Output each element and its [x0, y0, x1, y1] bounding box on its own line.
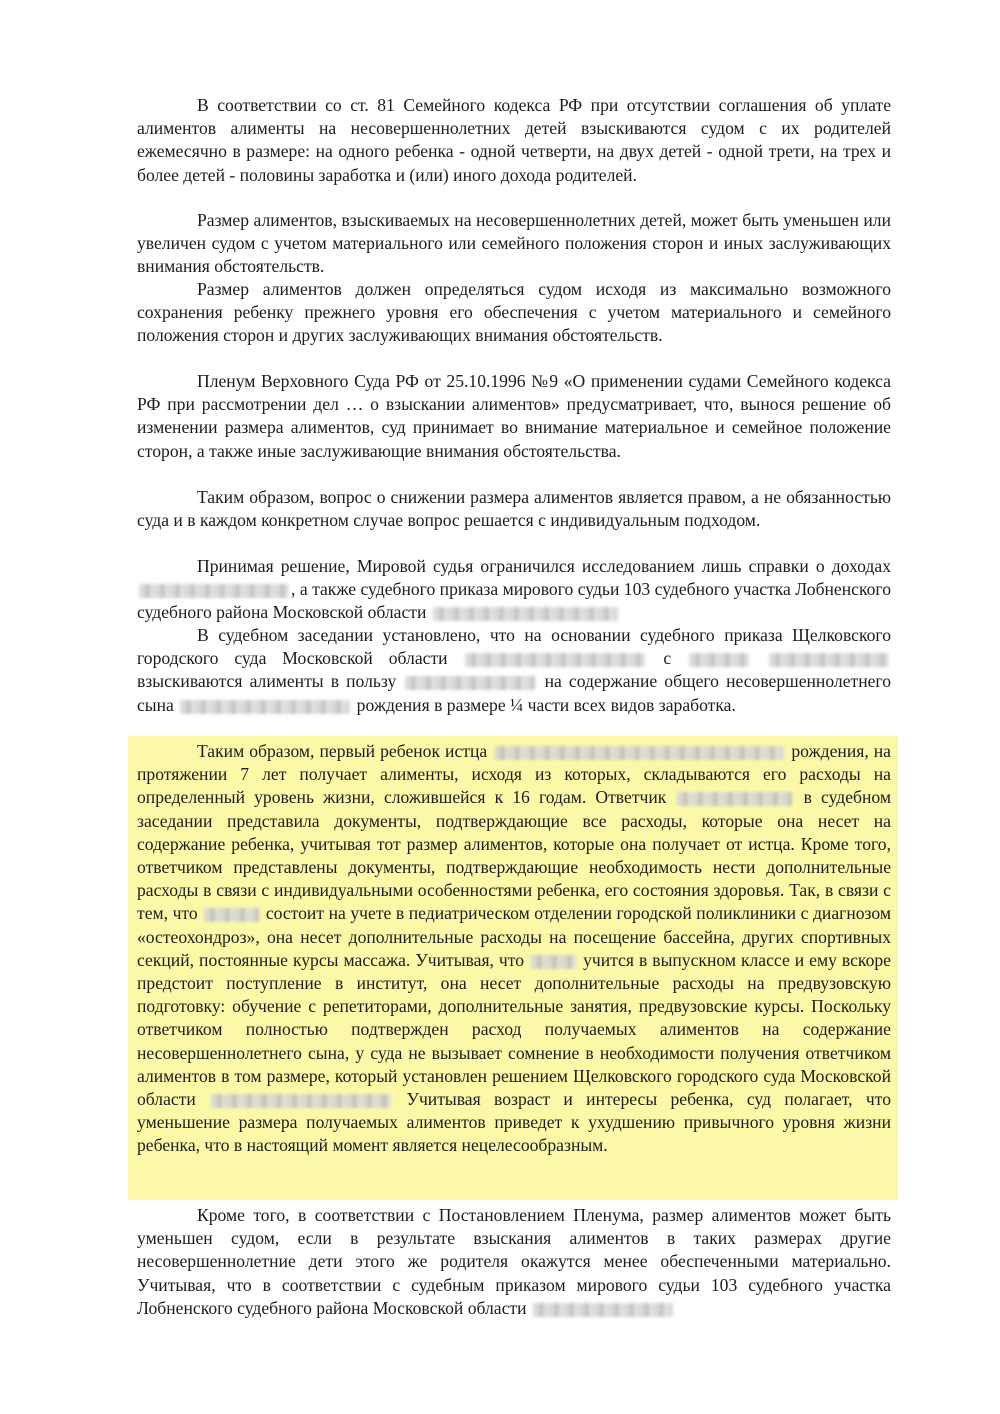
redacted-text — [139, 584, 289, 598]
paragraph-conclusion — [137, 486, 891, 532]
paragraph-text: Принимая решение, Мировой судья ограничился исследованием лишь справки о доходах — [197, 556, 891, 576]
paragraph-text: В соответствии со ст. 81 Семейного кодекса РФ при отсутствии соглашения об уплате алиментов алименты на несовершеннолетних детей взыскиваются судом с их родителей ежемесячно в размере: на одного ребенка - одной четверти, на двух детей - одной трети, на трех и более детей - половины заработка и (или) иного дохода родителей. — [137, 95, 891, 185]
paragraph-text: в судебном заседании представила документы, подтверждающие все расходы, которые она несет на содержание ребенка, учитывая тот размер алиментов, которые она получает от истца. Кроме того, ответчиком представлены документы, подтверждающие необходимость нести дополнительные расходы в связи с индивидуальными особенностями ребенка, его состояния здоровья. Так, в связи с тем, что — [137, 787, 891, 924]
redacted-text — [180, 700, 350, 714]
paragraph-text: В судебном заседании установлено, что на основании судебного приказа Щелковского городского суда Московской области — [137, 625, 891, 669]
paragraph-text: состоит на учете в педиатрическом отделении городской поликлиники с диагнозом «остеохондроз», она несет дополнительные расходы на посещение бассейна, других спортивных секций, постоянные курсы массажа. Учитывая, что — [137, 903, 891, 970]
paragraph-text: Размер алиментов, взыскиваемых на несовершеннолетних детей, может быть уменьшен или увеличен судом с учетом материального или семейного положения сторон и иных заслуживающих внимания обстоятельств. — [137, 210, 891, 277]
paragraph-text: Пленум Верховного Суда РФ от 25.10.1996 №9 «О применении судами Семейного кодекса РФ при рассмотрении дел … о взыскании алиментов» предусматривает, что, вынося решение об изменении размера алиментов, суд принимает во внимание материальное и семейное положение сторон, а также иные заслуживающие внимания обстоятельства. — [137, 371, 891, 461]
paragraph-plenum — [137, 370, 891, 463]
paragraph-text: Таким образом, вопрос о снижении размера алиментов является правом, а не обязанностью суда и в каждом конкретном случае вопрос решается с индивидуальным подходом. — [137, 487, 891, 531]
paragraph-alimony-change — [137, 209, 891, 279]
paragraph-text: Таким образом, первый ребенок истца — [197, 741, 488, 761]
paragraph-text: рождения в размере ¼ части всех видов заработка. — [356, 694, 736, 715]
redacted-text — [533, 1303, 673, 1317]
redacted-text — [405, 676, 535, 690]
redacted-text — [677, 792, 792, 806]
redacted-text — [433, 607, 618, 621]
paragraph-text: Размер алиментов должен определяться судом исходя из максимально возможного сохранения ребенку прежнего уровня его обеспечения с учетом материального и семейного положения сторон и других заслуживающих внимания обстоятельств. — [137, 279, 891, 346]
redacted-text — [689, 653, 749, 667]
paragraph-court-session — [137, 624, 891, 717]
redacted-text — [769, 653, 889, 667]
redacted-text — [204, 908, 259, 922]
paragraph-text: Кроме того, в соответствии с Постановлением Пленума, размер алиментов может быть уменьшен судом, если в результате взыскания алиментов в таких размерах другие несовершеннолетние дети этого же родителя окажутся менее обеспеченными материально. Учитывая, что в соответствии с судебным приказом мирового судьи 103 судебного участка Лобненского судебного района Московской области — [137, 1205, 891, 1318]
paragraph-text: учится в выпускном классе и ему вскоре предстоит поступление в институт, она несет дополнительные расходы на предвузовскую подготовку: обучение с репетиторами, дополнительные занятия, предвузовские курсы. Поскольку ответчиком полностью подтвержден расход получаемых алиментов на содержание несовершеннолетнего сына, у суда не вызывает сомнение в необходимости получения ответчиком алиментов в том размере, который установлен решением Щелковского городского суда Московской области — [137, 949, 891, 1110]
redacted-text — [465, 653, 645, 667]
paragraph-article-81 — [137, 94, 891, 187]
paragraph-text: взыскиваются алименты в пользу — [137, 671, 397, 692]
paragraph-text: , а также судебного приказа мирового судьи 103 судебного участка Лобненского судебного района Московской области — [137, 579, 891, 623]
paragraph-decision — [137, 555, 891, 625]
paragraph-highlighted — [137, 740, 891, 1158]
paragraph-text: с — [663, 648, 672, 669]
paragraph-alimony-size — [137, 278, 891, 348]
redacted-text — [531, 955, 576, 969]
paragraph-text: на содержание общего несовершеннолетнего сына — [137, 671, 891, 715]
paragraph-plenum-reduction — [137, 1204, 891, 1320]
paragraph-text: рождения, на протяжении 7 лет получает алименты, исходя из которых, складываются его расходы на определенный уровень жизни, сложившейся к 16 годам. Ответчик — [137, 741, 891, 808]
redacted-text — [211, 1094, 391, 1108]
paragraph-text: Учитывая возраст и интересы ребенка, суд полагает, что уменьшение размера получаемых алиментов приведет к ухудшению привычного уровня жизни ребенка, что в настоящий момент является нецелесообразным. — [137, 1089, 891, 1156]
redacted-text — [494, 746, 784, 760]
